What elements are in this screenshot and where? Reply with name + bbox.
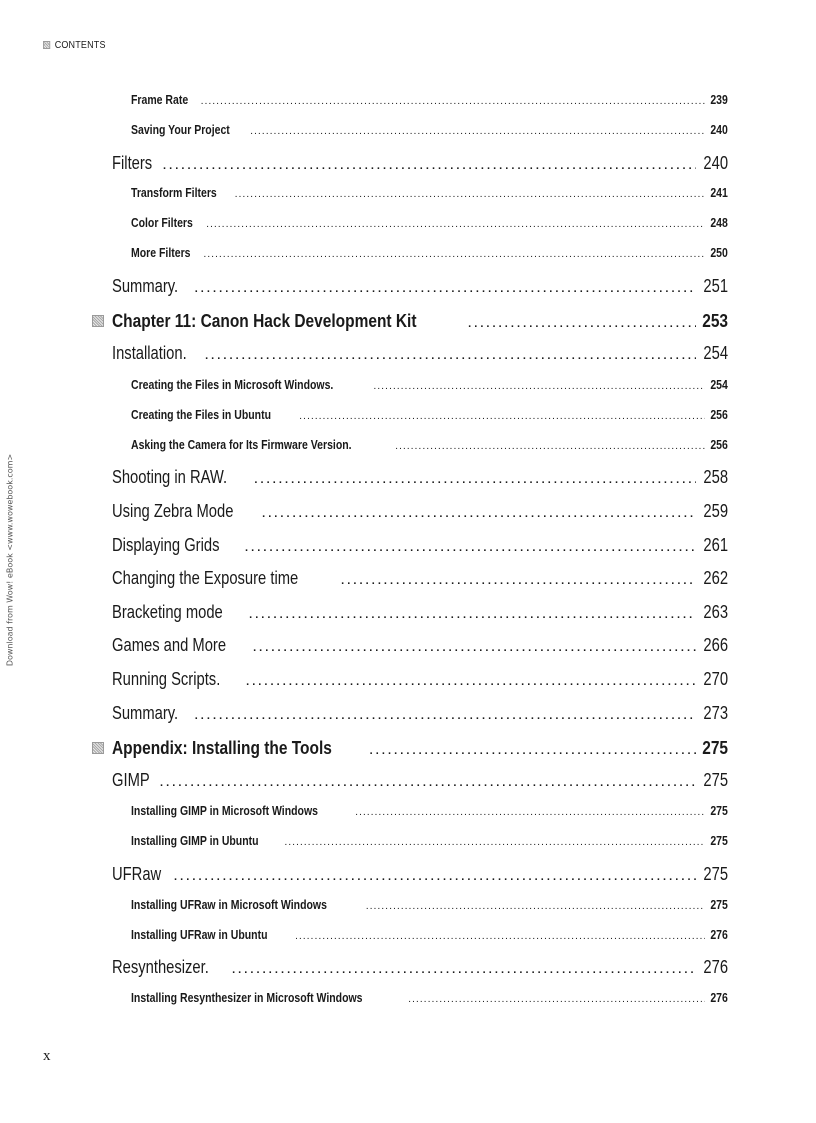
toc-entry-page: 261 xyxy=(703,535,728,555)
toc-entry-title: GIMP xyxy=(112,770,150,790)
toc-section-entry[interactable] xyxy=(112,770,728,792)
toc-entry-page: 254 xyxy=(710,378,728,392)
toc-subsection-entry[interactable] xyxy=(131,123,728,139)
toc-entry-title: Installation. xyxy=(112,343,187,363)
toc-section-entry[interactable] xyxy=(112,535,728,557)
toc-entry-page: 275 xyxy=(702,737,728,758)
toc-subsection-entry[interactable] xyxy=(131,216,728,232)
toc-entry-page: 254 xyxy=(703,343,728,363)
toc-chapter-entry[interactable] xyxy=(92,737,728,759)
dot-leader xyxy=(246,669,696,690)
toc-entry-page: 250 xyxy=(710,246,728,260)
toc-subsection-entry[interactable] xyxy=(131,186,728,202)
toc-entry-page: 239 xyxy=(710,93,728,107)
toc-entry-page: 251 xyxy=(703,276,728,296)
dot-leader xyxy=(174,864,696,885)
toc-chapter-entry[interactable] xyxy=(92,310,728,332)
toc-subsection-entry[interactable] xyxy=(131,246,728,262)
toc-entry-title: UFRaw xyxy=(112,864,162,884)
dot-leader xyxy=(232,957,696,978)
dot-leader xyxy=(245,535,696,556)
toc-section-entry[interactable] xyxy=(112,703,728,725)
toc-section-entry[interactable] xyxy=(112,957,728,979)
dot-leader xyxy=(204,246,705,260)
toc-subsection-entry[interactable] xyxy=(131,408,728,424)
toc-entry-title: Changing the Exposure time xyxy=(112,568,299,588)
toc-entry-title: Transform Filters xyxy=(131,186,217,200)
toc-entry-title: More Filters xyxy=(131,246,191,260)
dot-leader xyxy=(235,186,705,200)
dot-leader xyxy=(374,378,705,392)
running-header xyxy=(43,38,106,52)
toc-entry-title: Frame Rate xyxy=(131,93,189,107)
dot-leader xyxy=(341,568,696,589)
toc-entry-page: 263 xyxy=(703,602,728,622)
toc-entry-title: Displaying Grids xyxy=(112,535,220,555)
toc-entry-title: Shooting in RAW. xyxy=(112,467,228,487)
toc-entry-title: Chapter 11: Canon Hack Development Kit xyxy=(112,310,417,331)
toc-entry-page: 256 xyxy=(710,408,728,422)
toc-section-entry[interactable] xyxy=(112,343,728,365)
dot-leader xyxy=(251,123,706,137)
toc-entry-page: 273 xyxy=(703,703,728,723)
dot-leader xyxy=(254,467,696,488)
toc-entry-title: Using Zebra Mode xyxy=(112,501,234,521)
dot-leader xyxy=(195,276,696,297)
toc-section-entry[interactable] xyxy=(112,276,728,298)
toc-entry-page: 276 xyxy=(710,928,728,942)
toc-section-entry[interactable] xyxy=(112,602,728,624)
toc-section-entry[interactable] xyxy=(112,568,728,590)
toc-entry-title: Creating the Files in Microsoft Windows. xyxy=(131,378,334,392)
dot-leader xyxy=(249,602,696,623)
toc-subsection-entry[interactable] xyxy=(131,93,728,109)
toc-entry-page: 240 xyxy=(710,123,728,137)
toc-entry-page: 241 xyxy=(710,186,728,200)
toc-subsection-entry[interactable] xyxy=(131,378,728,394)
toc-entry-title: Installing UFRaw in Microsoft Windows xyxy=(131,898,327,912)
toc-section-entry[interactable] xyxy=(112,153,728,175)
toc-entry-title: Color Filters xyxy=(131,216,193,230)
toc-section-entry[interactable] xyxy=(112,635,728,657)
square-bullet-icon xyxy=(43,41,50,49)
toc-entry-page: 276 xyxy=(703,957,728,977)
dot-leader xyxy=(262,501,696,522)
header-label: CONTENTS xyxy=(54,39,106,51)
dot-leader xyxy=(409,991,706,1005)
toc-entry-title: Installing UFRaw in Ubuntu xyxy=(131,928,268,942)
toc-entry-page: 259 xyxy=(703,501,728,521)
toc-subsection-entry[interactable] xyxy=(131,898,728,914)
toc-entry-title: Creating the Files in Ubuntu xyxy=(131,408,272,422)
dot-leader xyxy=(195,703,696,724)
dot-leader xyxy=(296,928,706,942)
dot-leader xyxy=(356,804,706,818)
toc-subsection-entry[interactable] xyxy=(131,991,728,1007)
toc-entry-page: 275 xyxy=(710,898,728,912)
toc-entry-title: Summary. xyxy=(112,276,179,296)
dot-leader xyxy=(285,834,705,848)
toc-entry-page: 258 xyxy=(703,467,728,487)
toc-section-entry[interactable] xyxy=(112,864,728,886)
toc-entry-title: Filters xyxy=(112,153,153,173)
dot-leader xyxy=(366,898,705,912)
dot-leader xyxy=(160,770,696,791)
dot-leader xyxy=(205,343,696,364)
toc-entry-title: Installing Resynthesizer in Microsoft Windows xyxy=(131,991,363,1005)
dot-leader xyxy=(253,635,696,656)
dot-leader xyxy=(300,408,705,422)
toc-entry-title: Games and More xyxy=(112,635,227,655)
square-bullet-icon xyxy=(92,742,104,754)
toc-subsection-entry[interactable] xyxy=(131,804,728,820)
toc-entry-page: 276 xyxy=(710,991,728,1005)
toc-entry-page: 275 xyxy=(703,770,728,790)
toc-entry-title: Installing GIMP in Ubuntu xyxy=(131,834,259,848)
toc-subsection-entry[interactable] xyxy=(131,928,728,944)
dot-leader xyxy=(396,438,706,452)
toc-entry-page: 240 xyxy=(703,153,728,173)
toc-entry-title: Asking the Camera for Its Firmware Version. xyxy=(131,438,352,452)
dot-leader xyxy=(201,93,705,107)
toc-entry-title: Bracketing mode xyxy=(112,602,223,622)
toc-entry-title: Appendix: Installing the Tools xyxy=(112,737,332,758)
toc-entry-page: 248 xyxy=(710,216,728,230)
toc-entry-title: Summary. xyxy=(112,703,179,723)
dot-leader xyxy=(207,216,706,230)
toc-section-entry[interactable] xyxy=(112,669,728,691)
toc-entry-page: 262 xyxy=(703,568,728,588)
toc-entry-page: 275 xyxy=(703,864,728,884)
toc-subsection-entry[interactable] xyxy=(131,438,728,454)
page-number: x xyxy=(43,1048,51,1064)
toc-entry-page: 266 xyxy=(703,635,728,655)
toc-section-entry[interactable] xyxy=(112,501,728,523)
toc-entry-title: Saving Your Project xyxy=(131,123,230,137)
toc-entry-page: 270 xyxy=(703,669,728,689)
square-bullet-icon xyxy=(92,315,104,327)
toc-entry-page: 275 xyxy=(710,834,728,848)
dot-leader xyxy=(163,153,696,174)
dot-leader xyxy=(370,738,696,759)
toc-entry-title: Resynthesizer. xyxy=(112,957,209,977)
toc-section-entry[interactable] xyxy=(112,467,728,489)
toc-entry-page: 275 xyxy=(710,804,728,818)
toc-entry-title: Running Scripts. xyxy=(112,669,221,689)
toc-subsection-entry[interactable] xyxy=(131,834,728,850)
dot-leader xyxy=(468,311,696,332)
toc-entry-page: 253 xyxy=(702,310,728,331)
toc-entry-title: Installing GIMP in Microsoft Windows xyxy=(131,804,318,818)
toc-entry-page: 256 xyxy=(710,438,728,452)
side-watermark-text: Download from Wow! eBook <www.wowebook.com> xyxy=(5,453,15,667)
